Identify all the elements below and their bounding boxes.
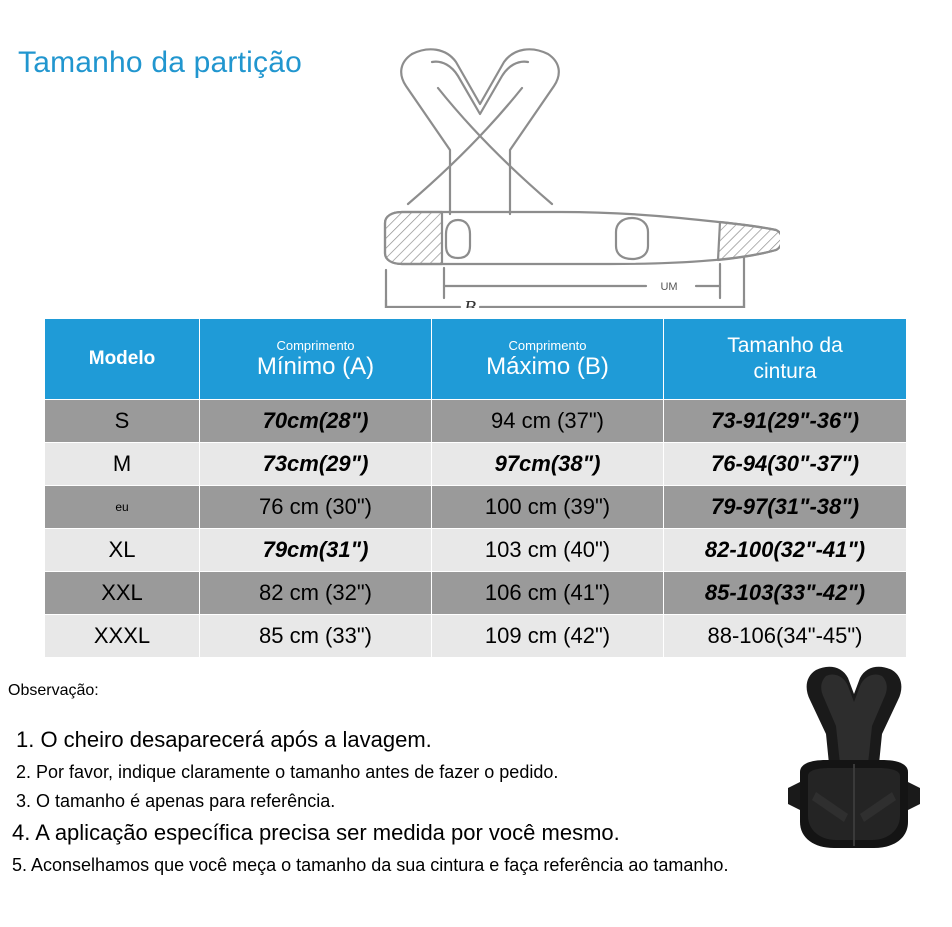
table-row — [45, 443, 907, 486]
cell-waist: 88-106(34"-45") — [664, 615, 907, 658]
note-item: 3. O tamanho é apenas para referência. — [16, 790, 336, 811]
cell-min: 82 cm (32") — [200, 572, 432, 615]
cell-min: 70cm(28") — [200, 400, 432, 443]
cell-max: 106 cm (41") — [432, 572, 664, 615]
cell-max: 103 cm (40") — [432, 529, 664, 572]
header-waist-line1: Tamanho da — [727, 334, 843, 357]
header-waist — [664, 319, 907, 400]
page-title: Tamanho da partição — [18, 46, 302, 79]
table-row — [45, 572, 907, 615]
notes-label: Observação: — [8, 682, 99, 699]
cell-model: eu — [45, 486, 200, 529]
header-min-big: Mínimo (A) — [256, 352, 375, 380]
cell-min: 76 cm (30") — [200, 486, 432, 529]
header-max-small: Comprimento — [508, 337, 587, 353]
cell-model: XXXL — [45, 615, 200, 658]
product-photo — [770, 664, 938, 850]
cell-min: 85 cm (33") — [200, 615, 432, 658]
cell-waist: 82-100(32"-41") — [664, 529, 907, 572]
cell-min: 79cm(31") — [200, 529, 432, 572]
cell-max: 109 cm (42") — [432, 615, 664, 658]
cell-waist: 85-103(33"-42") — [664, 572, 907, 615]
header-min-small: Comprimento — [276, 337, 355, 353]
posture-brace-diagram — [180, 18, 780, 308]
table-row — [45, 529, 907, 572]
cell-min: 73cm(29") — [200, 443, 432, 486]
cell-model: XXL — [45, 572, 200, 615]
cell-max: 97cm(38") — [432, 443, 664, 486]
cell-waist: 73-91(29"-36") — [664, 400, 907, 443]
table-row — [45, 615, 907, 658]
note-item: 2. Por favor, indique claramente o tamanho antes de fazer o pedido. — [16, 761, 559, 782]
note-item: 1. O cheiro desaparecerá após a lavagem. — [16, 727, 432, 752]
cell-waist: 76-94(30"-37") — [664, 443, 907, 486]
cell-model: XL — [45, 529, 200, 572]
cell-model: M — [45, 443, 200, 486]
cell-waist: 79-97(31"-38") — [664, 486, 907, 529]
header-min — [200, 319, 432, 400]
table-row — [45, 486, 907, 529]
table-row — [45, 400, 907, 443]
size-chart-table — [44, 318, 907, 658]
dimension-label-b: B — [463, 297, 477, 308]
note-item: 4. A aplicação específica precisa ser medida por você mesmo. — [12, 820, 620, 846]
table-header-row — [45, 319, 907, 400]
header-max — [432, 319, 664, 400]
cell-max: 94 cm (37") — [432, 400, 664, 443]
cell-max: 100 cm (39") — [432, 486, 664, 529]
header-waist-line2: cintura — [753, 360, 817, 383]
cell-model: S — [45, 400, 200, 443]
header-max-big: Máximo (B) — [486, 352, 609, 380]
note-item: 5. Aconselhamos que você meça o tamanho da sua cintura e faça referência ao tamanho. — [12, 854, 729, 875]
dimension-label-um: UM — [660, 281, 678, 293]
header-model: Modelo — [45, 319, 200, 400]
